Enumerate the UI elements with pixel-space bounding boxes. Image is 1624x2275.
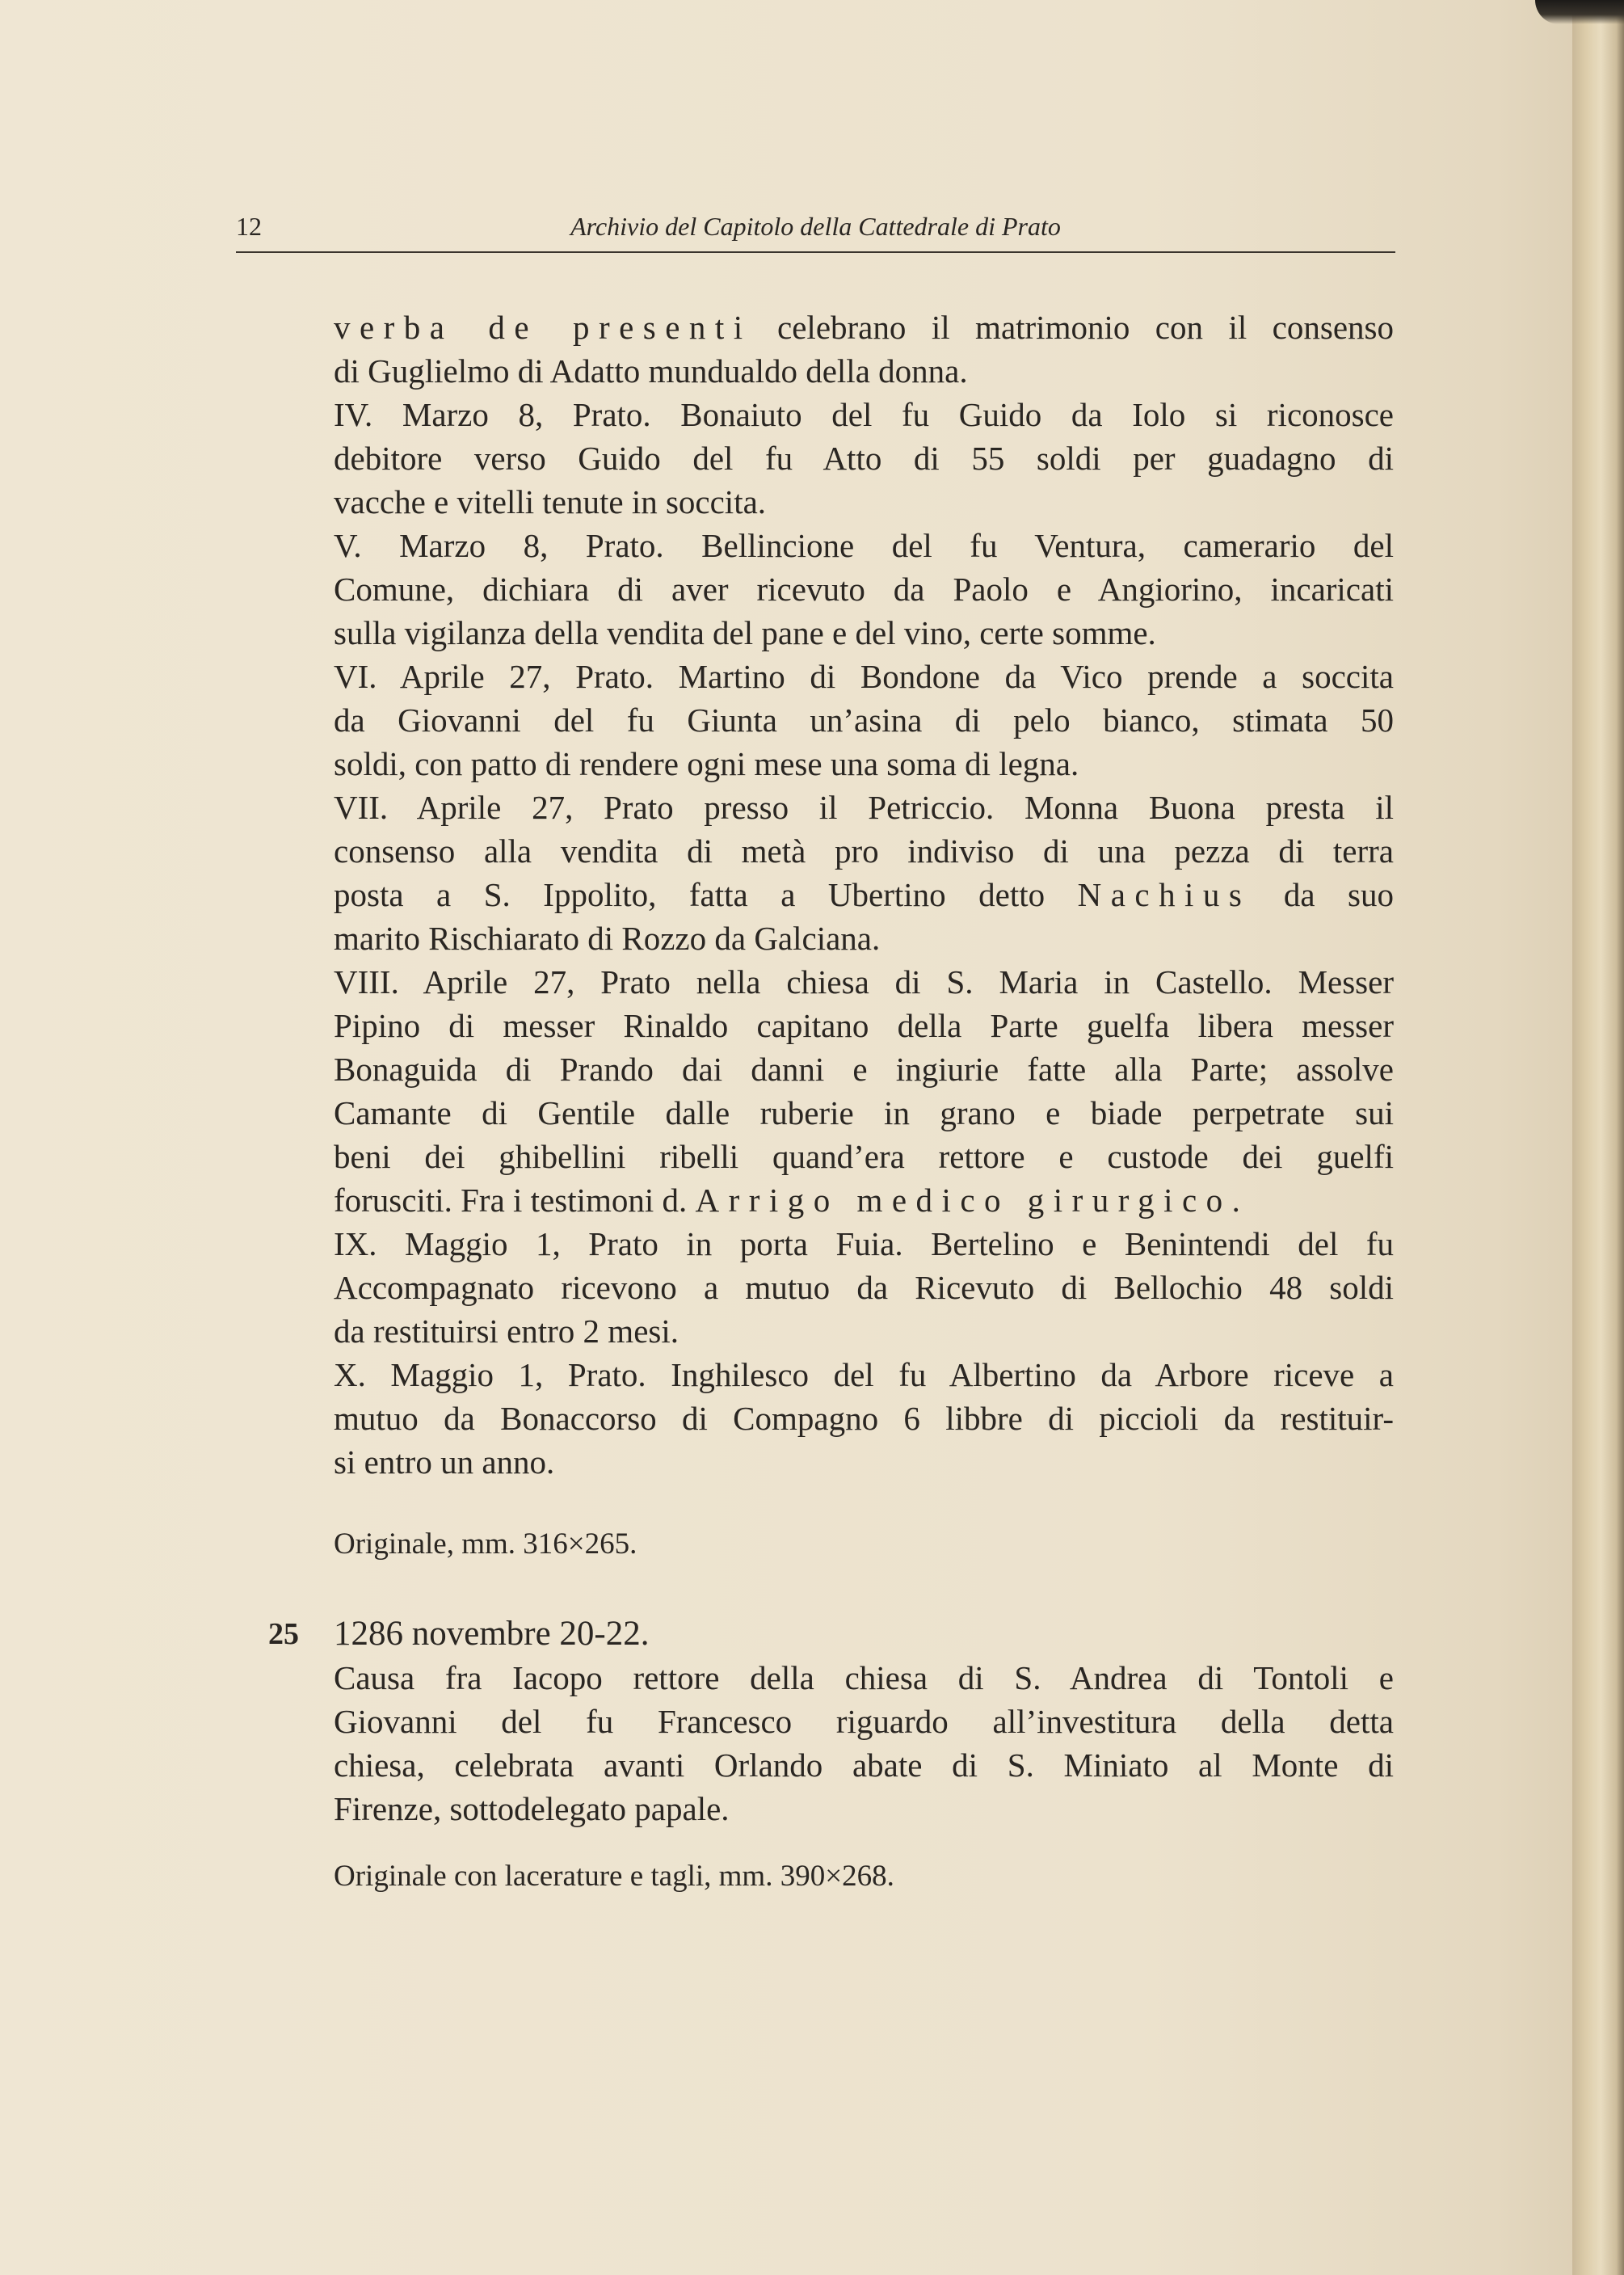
text-line: Causa fra Iacopo rettore della chiesa di S. Andrea di Tontoli e [334, 1659, 1394, 1696]
item-ix [334, 1222, 1394, 1353]
text-line: vacche e vitelli tenute in soccita. [334, 483, 767, 520]
entry-body [334, 1612, 1394, 1897]
spaced-latin-phrase: verba de presenti [334, 309, 752, 346]
item-viii [334, 960, 1394, 1222]
text-span: forusciti. Fra i testimoni d. [334, 1182, 696, 1219]
text-line [334, 305, 1394, 349]
text-line: beni dei ghibellini ribelli quand’era rettore e custode dei guelfi [334, 1138, 1394, 1175]
text-line: X. Maggio 1, Prato. Inghilesco del fu Albertino da Arbore riceve a [334, 1356, 1394, 1393]
original-note: Originale, mm. 316×265. [334, 1527, 637, 1561]
text-line: IV. Marzo 8, Prato. Bonaiuto del fu Guido da Iolo si riconosce [334, 396, 1394, 433]
running-header [236, 212, 1395, 252]
text-line: VIII. Aprile 27, Prato nella chiesa di S. Maria in Castello. Messer [334, 963, 1394, 1001]
item-iv [334, 393, 1394, 524]
page-number: 12 [236, 212, 262, 241]
text-line: Pipino di messer Rinaldo capitano della Parte guelfa libera messer [334, 1007, 1394, 1044]
text-line: Giovanni del fu Francesco riguardo all’investitura della detta [334, 1703, 1394, 1740]
item-vii [334, 786, 1394, 960]
page-corner-shadow [1535, 0, 1624, 24]
spaced-name: Arrigo medico girurgico. [695, 1182, 1250, 1219]
text-line: sulla vigilanza della vendita del pane e del vino, certe somme. [334, 614, 1156, 651]
text-span: celebrano il matrimonio con il consenso [751, 309, 1394, 346]
text-line: Bonaguida di Prando dai danni e ingiurie fatte alla Parte; assolve [334, 1051, 1394, 1088]
text-line: consenso alla vendita di metà pro indiviso di una pezza di terra [334, 832, 1394, 870]
entry-date: 1286 novembre 20-22. [334, 1615, 650, 1653]
spaced-name: Nachius [1077, 876, 1252, 913]
text-line: Comune, dichiara di aver ricevuto da Paolo e Angiorino, incaricati [334, 571, 1394, 608]
text-line: di Guglielmo di Adatto mundualdo della donna. [334, 352, 968, 390]
text-line: debitore verso Guido del fu Atto di 55 soldi per guadagno di [334, 440, 1394, 477]
text-line: da Giovanni del fu Giunta un’asina di pelo bianco, stimata 50 [334, 701, 1394, 739]
item-x [334, 1353, 1394, 1484]
text-span: posta a S. Ippolito, fatta a Ubertino detto [334, 876, 1078, 913]
text-line: da restituirsi entro 2 mesi. [334, 1312, 679, 1350]
text-line: si entro un anno. [334, 1443, 555, 1481]
page-edge [1572, 0, 1624, 2275]
text-line: Camante di Gentile dalle ruberie in grano e biade perpetrate sui [334, 1094, 1394, 1131]
text-span: da suo [1251, 876, 1394, 913]
text-line: V. Marzo 8, Prato. Bellincione del fu Ventura, camerario del [334, 527, 1394, 564]
item-v [334, 524, 1394, 655]
regest-continuation [334, 305, 1394, 1565]
text-line: soldi, con patto di rendere ogni mese una soma di legna. [334, 745, 1079, 782]
text-line: chiesa, celebrata avanti Orlando abate di S. Miniato al Monte di [334, 1746, 1394, 1784]
text-line: Accompagnato ricevono a mutuo da Ricevuto di Bellochio 48 soldi [334, 1269, 1394, 1306]
text-line: VII. Aprile 27, Prato presso il Petriccio. Monna Buona presta il [334, 789, 1394, 826]
item-vi [334, 655, 1394, 786]
running-title: Archivio del Capitolo della Cattedrale di Prato [570, 212, 1061, 241]
text-line: marito Rischiarato di Rozzo da Galciana. [334, 920, 881, 957]
text-line: IX. Maggio 1, Prato in porta Fuia. Bertelino e Benintendi del fu [334, 1225, 1394, 1262]
text-line [334, 873, 1394, 916]
original-note: Originale con lacerature e tagli, mm. 390×268. [334, 1860, 894, 1893]
text-line: Firenze, sottodelegato papale. [334, 1790, 730, 1827]
text-line [334, 1178, 1394, 1222]
header-rule [236, 251, 1395, 253]
entry-number: 25 [268, 1617, 299, 1651]
text-line: mutuo da Bonaccorso di Compagno 6 libbre di piccioli da restituir- [334, 1400, 1394, 1437]
text-line: VI. Aprile 27, Prato. Martino di Bondone da Vico prende a soccita [334, 658, 1394, 695]
